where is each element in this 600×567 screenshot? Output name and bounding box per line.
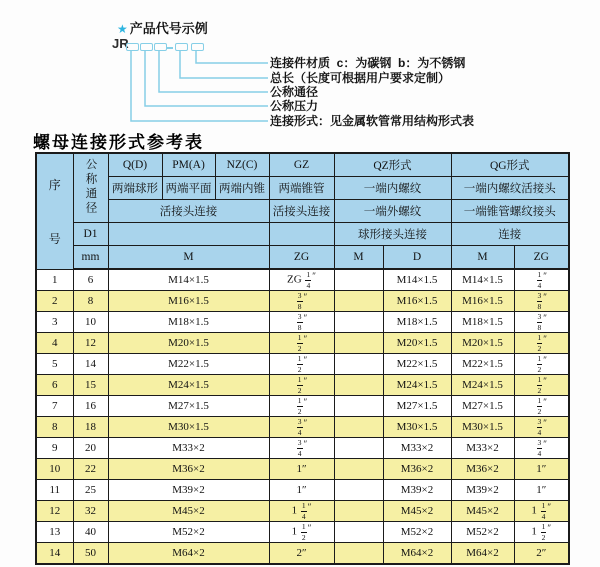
cell-qz-m bbox=[334, 291, 383, 312]
cell-qg-zg: 1″ bbox=[514, 480, 569, 501]
cell-mm: 10 bbox=[73, 312, 108, 333]
cell-m-thread: M30×1.5 bbox=[108, 417, 269, 438]
cell-qg-m: M16×1.5 bbox=[451, 291, 514, 312]
cell-serial: 4 bbox=[36, 333, 73, 354]
fraction: $\frac{1}{4}$ bbox=[301, 501, 306, 521]
cell-gz bbox=[269, 396, 334, 417]
cell-qz-m bbox=[334, 375, 383, 396]
cell-serial: 8 bbox=[36, 417, 73, 438]
cell-gz: 1″ bbox=[269, 480, 334, 501]
cell-mm: 12 bbox=[73, 333, 108, 354]
fraction: $\frac{3}{4}$ bbox=[297, 417, 302, 437]
table-row bbox=[36, 354, 569, 375]
header-nz-desc: 两端内锥 bbox=[215, 177, 269, 200]
cell-qz-m bbox=[334, 269, 383, 291]
cell-qz-m bbox=[334, 417, 383, 438]
header-col-qz: QZ形式 bbox=[334, 153, 451, 177]
table-row bbox=[36, 312, 569, 333]
fraction: $\frac{1}{2}$ bbox=[297, 396, 302, 416]
fraction: $\frac{3}{8}$ bbox=[537, 312, 542, 332]
cell-mm: 32 bbox=[73, 501, 108, 522]
label-diameter: 公称通径 bbox=[270, 85, 319, 99]
leader-line-form bbox=[131, 50, 268, 121]
fraction: $\frac{1}{2}$ bbox=[541, 522, 546, 542]
label-material: 连接件材质 c：为碳钢 b：为不锈钢 bbox=[270, 56, 466, 70]
cell-m-thread: M33×2 bbox=[108, 438, 269, 459]
table-row bbox=[36, 375, 569, 396]
cell-qz-m bbox=[334, 396, 383, 417]
cell-qz-m bbox=[334, 459, 383, 480]
cell-gz: ZG $\frac{1}{4}$ ″ bbox=[269, 269, 334, 291]
cell-qg-zg: 1″ bbox=[514, 459, 569, 480]
header-gz-connection: 活接头连接 bbox=[269, 200, 334, 223]
cell-gz bbox=[269, 354, 334, 375]
inch-mark: ″ bbox=[543, 376, 547, 386]
table-body bbox=[36, 269, 569, 564]
inch-mark: ″ bbox=[303, 418, 308, 428]
inch-mark: ″ bbox=[307, 502, 312, 512]
inch-mark: ″ bbox=[303, 334, 308, 344]
label-length: 总长（长度可根据用户要求定制） bbox=[270, 71, 451, 85]
table-row bbox=[36, 269, 569, 291]
cell-serial: 6 bbox=[36, 375, 73, 396]
cell-qg-m: M14×1.5 bbox=[451, 269, 514, 291]
fraction: $\frac{3}{4}$ bbox=[537, 438, 542, 458]
fraction: $\frac{1}{4}$ bbox=[541, 501, 546, 521]
cell-serial: 5 bbox=[36, 354, 73, 375]
label-pressure: 公称压力 bbox=[270, 99, 319, 113]
cell-mm: 40 bbox=[73, 522, 108, 543]
cell-mm: 15 bbox=[73, 375, 108, 396]
cell-qz-d: M30×1.5 bbox=[383, 417, 451, 438]
header-qz-d: D bbox=[383, 246, 451, 270]
cell-gz: 1 $\frac{1}{4}$ ″ bbox=[269, 501, 334, 522]
cell-qg-zg bbox=[514, 312, 569, 333]
header-qz-desc1: 一端内螺纹 bbox=[334, 177, 451, 200]
cell-mm: 20 bbox=[73, 438, 108, 459]
cell-qg-m: M33×2 bbox=[451, 438, 514, 459]
header-serial-bottom: 号 bbox=[48, 231, 61, 246]
code-box-4 bbox=[175, 43, 188, 51]
code-box-5 bbox=[191, 43, 204, 51]
cell-serial: 14 bbox=[36, 543, 73, 565]
header-qg-connection: 连接 bbox=[451, 223, 569, 246]
cell-qg-m: M30×1.5 bbox=[451, 417, 514, 438]
header-qg-m: M bbox=[451, 246, 514, 270]
cell-m-thread: M16×1.5 bbox=[108, 291, 269, 312]
fraction: $\frac{1}{2}$ bbox=[297, 354, 302, 374]
header-zg-thread: ZG bbox=[269, 246, 334, 270]
cell-qg-zg bbox=[514, 375, 569, 396]
header-nominal-diameter: 公称通径 bbox=[73, 153, 108, 223]
label-form: 连接形式：见金属软管常用结构形式表 bbox=[270, 114, 475, 128]
cell-m-thread: M39×2 bbox=[108, 480, 269, 501]
header-serial-top: 序 bbox=[48, 177, 61, 192]
cell-serial: 11 bbox=[36, 480, 73, 501]
cell-qg-m: M52×2 bbox=[451, 522, 514, 543]
cell-qg-zg: 1 $\frac{1}{2}$ ″ bbox=[514, 522, 569, 543]
inch-mark: ″ bbox=[303, 397, 308, 407]
cell-m-thread: M22×1.5 bbox=[108, 354, 269, 375]
cell-qz-d: M16×1.5 bbox=[383, 291, 451, 312]
cell-qz-m bbox=[334, 480, 383, 501]
cell-qz-m bbox=[334, 312, 383, 333]
cell-serial: 1 bbox=[36, 269, 73, 291]
cell-mm: 50 bbox=[73, 543, 108, 565]
inch-mark: ″ bbox=[303, 355, 308, 365]
fraction: $\frac{3}{8}$ bbox=[297, 312, 302, 332]
cell-m-thread: M18×1.5 bbox=[108, 312, 269, 333]
table-row bbox=[36, 396, 569, 417]
inch-mark: ″ bbox=[543, 439, 547, 449]
table-row bbox=[36, 333, 569, 354]
cell-serial: 10 bbox=[36, 459, 73, 480]
inch-mark: ″ bbox=[543, 334, 547, 344]
inch-mark: ″ bbox=[543, 313, 547, 323]
cell-qg-zg bbox=[514, 354, 569, 375]
fraction: $\frac{3}{8}$ bbox=[537, 291, 542, 311]
header-col-pma: PM(A) bbox=[162, 153, 215, 177]
table-row bbox=[36, 480, 569, 501]
cell-qg-m: M18×1.5 bbox=[451, 312, 514, 333]
fraction: $\frac{3}{4}$ bbox=[297, 438, 302, 458]
cell-m-thread: M14×1.5 bbox=[108, 269, 269, 291]
header-union-connection: 活接头连接 bbox=[108, 200, 269, 223]
cell-m-thread: M36×2 bbox=[108, 459, 269, 480]
star-icon: ★ bbox=[117, 22, 128, 36]
cell-qz-m bbox=[334, 438, 383, 459]
inch-mark: ″ bbox=[303, 376, 308, 386]
header-gz-desc: 两端锥管 bbox=[269, 177, 334, 200]
table-head bbox=[36, 153, 569, 269]
diagram-title bbox=[117, 18, 208, 37]
inch-mark: ″ bbox=[547, 523, 552, 533]
fraction: $\frac{1}{2}$ bbox=[537, 375, 542, 395]
cell-m-thread: M24×1.5 bbox=[108, 375, 269, 396]
cell-gz bbox=[269, 438, 334, 459]
diagram-title-text: 产品代号示例 bbox=[129, 21, 208, 36]
cell-mm: 6 bbox=[73, 269, 108, 291]
leader-line-material bbox=[196, 50, 268, 63]
cell-qz-d: M52×2 bbox=[383, 522, 451, 543]
cell-qg-m: M36×2 bbox=[451, 459, 514, 480]
inch-mark: ″ bbox=[543, 418, 547, 428]
cell-qg-m: M20×1.5 bbox=[451, 333, 514, 354]
cell-serial: 2 bbox=[36, 291, 73, 312]
cell-serial: 3 bbox=[36, 312, 73, 333]
table-row bbox=[36, 501, 569, 522]
code-box-2 bbox=[140, 43, 153, 51]
header-qg-desc2: 一端锥管螺纹接头 bbox=[451, 200, 569, 223]
inch-mark: ″ bbox=[307, 523, 312, 533]
cell-qg-m: M24×1.5 bbox=[451, 375, 514, 396]
cell-mm: 16 bbox=[73, 396, 108, 417]
leader-line-length bbox=[180, 50, 268, 78]
cell-mm: 14 bbox=[73, 354, 108, 375]
code-dash bbox=[166, 47, 173, 49]
cell-qg-zg: 2″ bbox=[514, 543, 569, 565]
cell-qg-zg bbox=[514, 396, 569, 417]
inch-mark: ″ bbox=[303, 439, 308, 449]
header-col-qg: QG形式 bbox=[451, 153, 569, 177]
cell-gz bbox=[269, 312, 334, 333]
cell-gz bbox=[269, 291, 334, 312]
fraction: $\frac{1}{2}$ bbox=[297, 375, 302, 395]
header-pm-desc: 两端平面 bbox=[162, 177, 215, 200]
cell-qz-d: M14×1.5 bbox=[383, 269, 451, 291]
cell-qg-m: M45×2 bbox=[451, 501, 514, 522]
fraction: $\frac{1}{4}$ bbox=[537, 270, 542, 290]
cell-qz-d: M36×2 bbox=[383, 459, 451, 480]
cell-mm: 25 bbox=[73, 480, 108, 501]
header-qz-connection: 球形接头连接 bbox=[334, 223, 451, 246]
cell-mm: 8 bbox=[73, 291, 108, 312]
leader-line-diameter bbox=[159, 50, 268, 92]
cell-qg-zg bbox=[514, 333, 569, 354]
cell-qz-d: M39×2 bbox=[383, 480, 451, 501]
header-qg-desc1: 一端内螺纹活接头 bbox=[451, 177, 569, 200]
cell-qg-zg bbox=[514, 291, 569, 312]
table-row bbox=[36, 417, 569, 438]
header-m-thread: M bbox=[108, 246, 269, 270]
cell-m-thread: M27×1.5 bbox=[108, 396, 269, 417]
cell-qz-d: M45×2 bbox=[383, 501, 451, 522]
inch-mark: ″ bbox=[303, 313, 308, 323]
cell-qz-d: M27×1.5 bbox=[383, 396, 451, 417]
fraction: $\frac{3}{4}$ bbox=[537, 417, 542, 437]
header-mm: mm bbox=[73, 246, 108, 270]
cell-qg-m: M39×2 bbox=[451, 480, 514, 501]
inch-mark: ″ bbox=[547, 502, 552, 512]
fraction: $\frac{1}{2}$ bbox=[537, 354, 542, 374]
cell-serial: 12 bbox=[36, 501, 73, 522]
code-prefix: JR bbox=[112, 36, 129, 51]
product-code-diagram bbox=[0, 0, 600, 148]
cell-m-thread: M64×2 bbox=[108, 543, 269, 565]
cell-qz-m bbox=[334, 354, 383, 375]
cell-qz-m bbox=[334, 501, 383, 522]
table-title: 螺母连接形式参考表 bbox=[33, 133, 204, 152]
cell-qz-d: M22×1.5 bbox=[383, 354, 451, 375]
cell-qz-d: M64×2 bbox=[383, 543, 451, 565]
header-col-qd: Q(D) bbox=[108, 153, 162, 177]
cell-mm: 22 bbox=[73, 459, 108, 480]
header-col-nzc: NZ(C) bbox=[215, 153, 269, 177]
inch-mark: ″ bbox=[312, 271, 316, 281]
fraction: $\frac{3}{8}$ bbox=[297, 291, 302, 311]
cell-gz bbox=[269, 417, 334, 438]
header-empty-m bbox=[108, 223, 269, 246]
cell-gz bbox=[269, 375, 334, 396]
header-d1: D1 bbox=[73, 223, 108, 246]
table-row bbox=[36, 438, 569, 459]
cell-serial: 13 bbox=[36, 522, 73, 543]
inch-mark: ″ bbox=[543, 355, 547, 365]
fraction: $\frac{1}{4}$ bbox=[306, 270, 311, 290]
cell-qg-zg bbox=[514, 438, 569, 459]
header-q-desc: 两端球形 bbox=[108, 177, 162, 200]
cell-qz-d: M24×1.5 bbox=[383, 375, 451, 396]
cell-m-thread: M45×2 bbox=[108, 501, 269, 522]
cell-qz-m bbox=[334, 522, 383, 543]
header-qz-desc2: 一端外螺纹 bbox=[334, 200, 451, 223]
cell-m-thread: M52×2 bbox=[108, 522, 269, 543]
header-empty-gz bbox=[269, 223, 334, 246]
nut-connection-reference-table bbox=[35, 152, 570, 565]
cell-qg-zg: 1 $\frac{1}{4}$ ″ bbox=[514, 501, 569, 522]
cell-qg-m: M27×1.5 bbox=[451, 396, 514, 417]
cell-qz-m bbox=[334, 543, 383, 565]
table-row bbox=[36, 543, 569, 565]
fraction: $\frac{1}{2}$ bbox=[301, 522, 306, 542]
header-col-gz: GZ bbox=[269, 153, 334, 177]
header-qg-zg: ZG bbox=[514, 246, 569, 270]
cell-qz-m bbox=[334, 333, 383, 354]
cell-serial: 9 bbox=[36, 438, 73, 459]
fraction: $\frac{1}{2}$ bbox=[537, 333, 542, 353]
table-row bbox=[36, 522, 569, 543]
table-row bbox=[36, 459, 569, 480]
inch-mark: ″ bbox=[303, 292, 308, 302]
inch-mark: ″ bbox=[543, 271, 547, 281]
cell-qz-d: M18×1.5 bbox=[383, 312, 451, 333]
cell-gz: 1 $\frac{1}{2}$ ″ bbox=[269, 522, 334, 543]
cell-gz: 1″ bbox=[269, 459, 334, 480]
cell-qz-d: M20×1.5 bbox=[383, 333, 451, 354]
fraction: $\frac{1}{2}$ bbox=[297, 333, 302, 353]
cell-m-thread: M20×1.5 bbox=[108, 333, 269, 354]
code-box-1 bbox=[126, 43, 139, 51]
inch-mark: ″ bbox=[543, 292, 547, 302]
cell-gz: 2″ bbox=[269, 543, 334, 565]
cell-qg-zg bbox=[514, 269, 569, 291]
cell-qg-m: M64×2 bbox=[451, 543, 514, 565]
table-row bbox=[36, 291, 569, 312]
header-serial bbox=[36, 153, 73, 269]
cell-qg-zg bbox=[514, 417, 569, 438]
inch-mark: ″ bbox=[543, 397, 547, 407]
cell-qz-d: M33×2 bbox=[383, 438, 451, 459]
cell-qg-m: M22×1.5 bbox=[451, 354, 514, 375]
fraction: $\frac{1}{2}$ bbox=[537, 396, 542, 416]
cell-serial: 7 bbox=[36, 396, 73, 417]
cell-mm: 18 bbox=[73, 417, 108, 438]
header-qz-m: M bbox=[334, 246, 383, 270]
cell-gz bbox=[269, 333, 334, 354]
